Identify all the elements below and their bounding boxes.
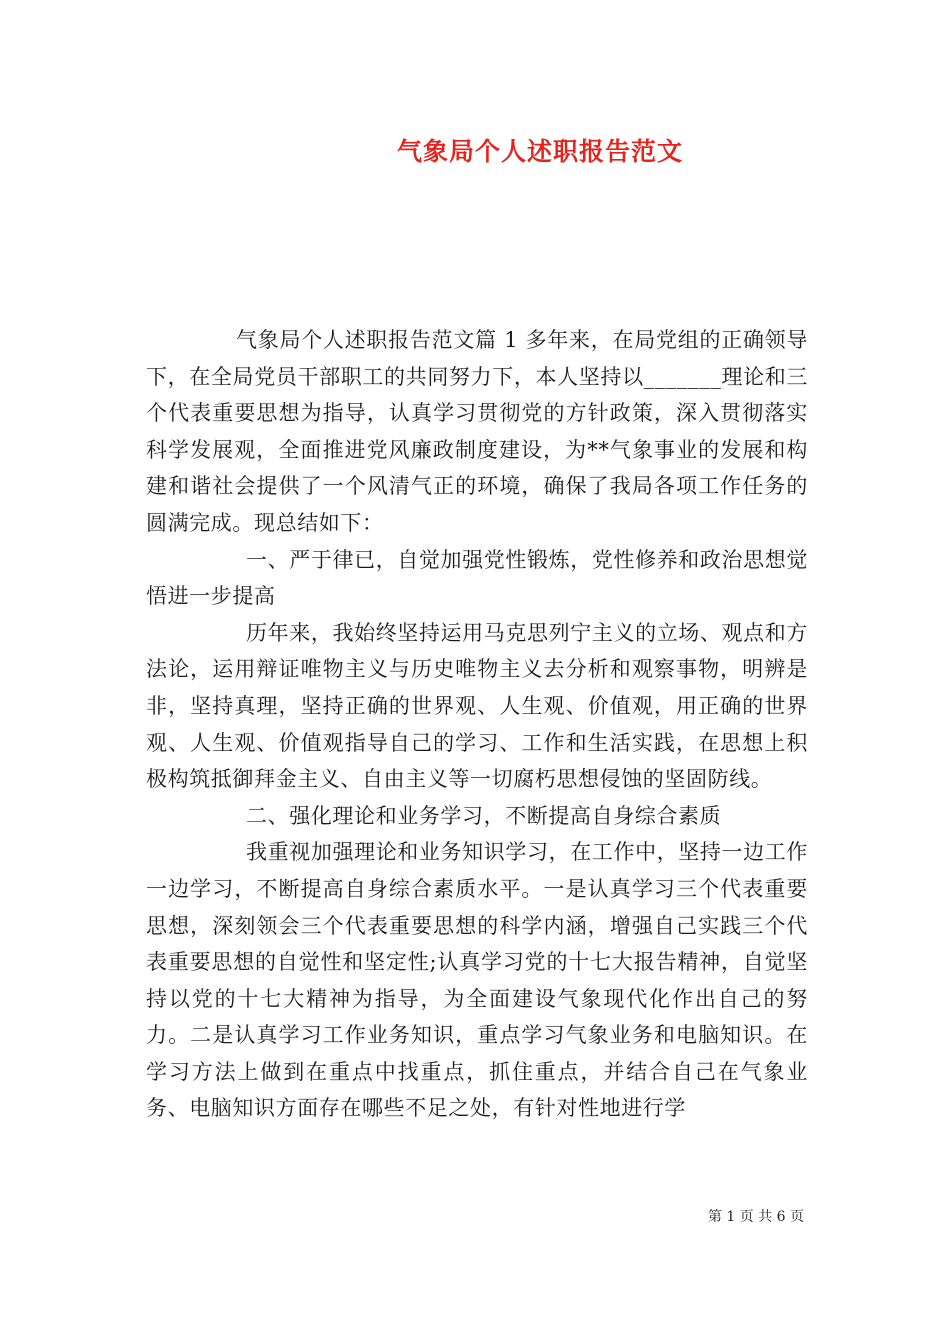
page-number: 第 1 页 共 6 页 <box>707 1209 804 1225</box>
document-title: 气象局个人述职报告范文 <box>396 137 683 166</box>
paragraph-intro: 气象局个人述职报告范文篇 1 多年来，在局党组的正确领导下，在全局党员干部职工的共同努力下，本人坚持以_______理论和三个代表重要思想为指导，认真学习贯彻党的方针政策，深入贯彻落实科学发展观，全面推进党风廉政制度建设，为**气象事业的发展和构建和谐社会提供了一个风清气正的环境，确保了我局各项工作任务的圆满完成。现总结如下： <box>146 328 808 535</box>
section-heading-1: 一、严于律已，自觉加强党性锻炼，党性修养和政治思想觉悟进一步提高 <box>146 547 808 609</box>
paragraph-section-2: 我重视加强理论和业务知识学习，在工作中，坚持一边工作一边学习，不断提高自身综合素质水平。一是认真学习三个代表重要思想，深刻领会三个代表重要思想的科学内涵，增强自己实践三个代表重要思想的自觉性和坚定性;认真学习党的十七大报告精神，自觉坚持以党的十七大精神为指导，为全面建设气象现代化作出自己的努力。二是认真学习工作业务知识，重点学习气象业务和电脑知识。在学习方法上做到在重点中找重点，抓住重点，并结合自己在气象业务、电脑知识方面存在哪些不足之处，有针对性地进行学 <box>146 840 808 1121</box>
section-heading-2: 二、强化理论和业务学习，不断提高自身综合素质 <box>246 803 722 828</box>
document-body <box>146 322 808 1127</box>
paragraph-section-1: 历年来，我始终坚持运用马克思列宁主义的立场、观点和方法论，运用辩证唯物主义与历史唯物主义去分析和观察事物，明辨是非，坚持真理，坚持正确的世界观、人生观、价值观，用正确的世界观、人生观、价值观指导自己的学习、工作和生活实践，在思想上积极构筑抵御拜金主义、自由主义等一切腐朽思想侵蚀的坚固防线。 <box>146 620 808 792</box>
